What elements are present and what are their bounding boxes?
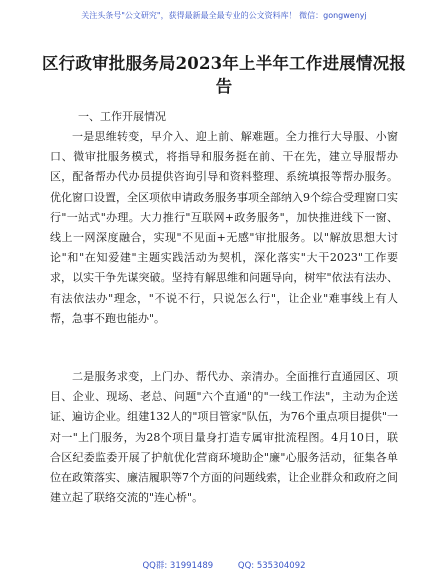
page-footer (0, 559, 448, 571)
footer-qq-group: QQ群: 31991489 (142, 561, 214, 571)
section-heading: 一、工作开展情况 (78, 110, 166, 123)
footer-qq: QQ: 535304092 (237, 561, 306, 571)
promo-banner: 关注头条号"公文研究"，获得最新最全最专业的公文资料库！ 微信：gongwenyj (81, 11, 367, 20)
body-paragraph-1: 一是思维转变，早介入、迎上前、解难题。全力推行大导服、小窗口、微审批服务模式，将指导和服务挺在前、干在先，建立导服帮办区，配备帮办代办员提供咨询引导和资料整理、系统填报等帮办服务。优化窗口设置，全区项依申请政务服务事项全部纳入9个综合受理窗口实行"一站式"办理。大力推行"互联网+政务服务"，加快推进线下一窗、线上一网深度融合，实现"不见面+无感"审批服务。以"解放思想大讨论"和"在知爱建"主题实践活动为契机，深化落实"大干2023"工作要求，以实干争先谋突破。坚持有解思维和问题导向，树牢"依法有法办、有法依法办"理念，"不说不行，只说怎么行"，让企业"难事线上有人帮，急事不跑也能办"。 (50, 130, 398, 325)
document-title: 区行政审批服务局2023年上半年工作进展情况报告 (41, 54, 407, 96)
body-paragraph-2: 二是服务求变，上门办、帮代办、亲清办。全面推行直通园区、项目、企业、现场、老总、问题"六个直通"的"一线工作法"，主动为企送证、遍访企业。组建132人的"项目管家"队伍，为76个重点项目提供"一对一"上门服务，为28个项目量身打造专属审批流程图。4月10日，联合区纪委监委开展了护航优化营商环境助企"廉"心服务活动，征集各单位在政策落实、廉洁履职等7个方面的问题线索，让企业群众和政府之间建立起了联络交流的"连心桥"。 (50, 370, 398, 505)
